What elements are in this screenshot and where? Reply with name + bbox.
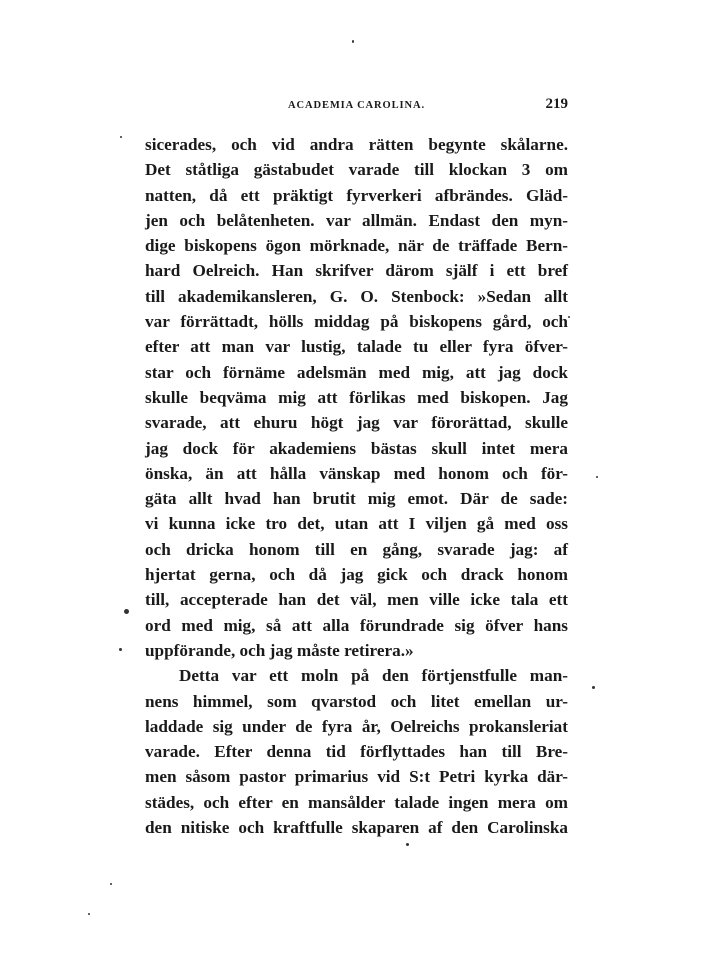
- text-line: till, accepterade han det väl, men ville icke tala ett: [145, 590, 568, 610]
- text-line: uppförande, och jag måste retirera.»: [145, 640, 414, 660]
- paragraph-2: [145, 663, 568, 840]
- text-line: jen och belåtenheten. var allmän. Endast den myn-: [145, 210, 568, 230]
- text-line: efter att man var lustig, talade tu eller fyra öfver-: [145, 337, 568, 357]
- scan-speck: [406, 843, 409, 846]
- text-line: den nitiske och kraftfulle skaparen af den Carolinska: [145, 818, 568, 838]
- text-line: dige biskopens ögon mörknade, när de träffade Bern-: [145, 236, 568, 256]
- scan-speck: [88, 913, 90, 915]
- text-line: jag dock för akademiens bästas skull intet mera: [145, 438, 568, 458]
- text-line: hjertat gerna, och då jag gick och drack honom: [145, 565, 568, 585]
- scan-speck: [592, 686, 595, 689]
- text-line: laddade sig under de fyra år, Oelreichs prokansleriat: [145, 716, 568, 736]
- text-line: skulle beqväma mig att förlikas med biskopen. Jag: [145, 387, 568, 407]
- text-line: Det ståtliga gästabudet varade till klockan 3 om: [145, 160, 568, 180]
- scan-speck: [120, 136, 122, 138]
- scan-speck: [110, 883, 112, 885]
- text-line: till akademikansleren, G. O. Stenbock: »Sedan allt: [145, 286, 568, 306]
- text-line: gäta allt hvad han brutit mig emot. Där de sade:: [145, 489, 568, 509]
- page-number: 219: [545, 96, 568, 112]
- scan-speck: [568, 316, 570, 318]
- text-line: och dricka honom till en gång, svarade jag: af: [145, 539, 568, 559]
- scan-speck: [352, 40, 354, 43]
- text-line: sicerades, och vid andra rätten begynte skålarne.: [145, 135, 568, 154]
- text-line: star och förnäme adelsmän med mig, att jag dock: [145, 362, 568, 382]
- text-line: varade. Efter denna tid förflyttades han till Bre-: [145, 742, 568, 762]
- text-line: ord med mig, så att alla förundrade sig öfver hans: [145, 615, 568, 635]
- text-line: var förrättadt, hölls middag på biskopens gård, och: [145, 312, 568, 332]
- text-line: nens himmel, som qvarstod och litet emellan ur-: [145, 691, 568, 711]
- text-line: vi kunna icke tro det, utan att I viljen gå med oss: [145, 514, 568, 534]
- text-line: städes, och efter en mansålder talade ingen mera om: [145, 792, 568, 812]
- scan-speck: [119, 648, 122, 651]
- text-line: natten, då ett präktigt fyrverkeri afbrändes. Gläd-: [145, 185, 568, 205]
- text-line: men såsom pastor primarius vid S:t Petri kyrka där-: [145, 767, 568, 787]
- text-line: önska, än att hålla vänskap med honom och för-: [145, 463, 568, 483]
- scan-speck: [596, 476, 598, 478]
- text-line: Detta var ett moln på den förtjenstfulle man-: [179, 666, 568, 686]
- running-title: ACADEMIA CAROLINA.: [288, 100, 425, 111]
- paragraph-1: [145, 132, 568, 663]
- body-text: [145, 132, 568, 840]
- scan-speck: [124, 609, 129, 614]
- text-line: hard Oelreich. Han skrifver därom själf i ett bref: [145, 261, 568, 281]
- running-header: [145, 96, 568, 116]
- text-line: svarade, att ehuru högt jag var förorättad, skulle: [145, 413, 568, 433]
